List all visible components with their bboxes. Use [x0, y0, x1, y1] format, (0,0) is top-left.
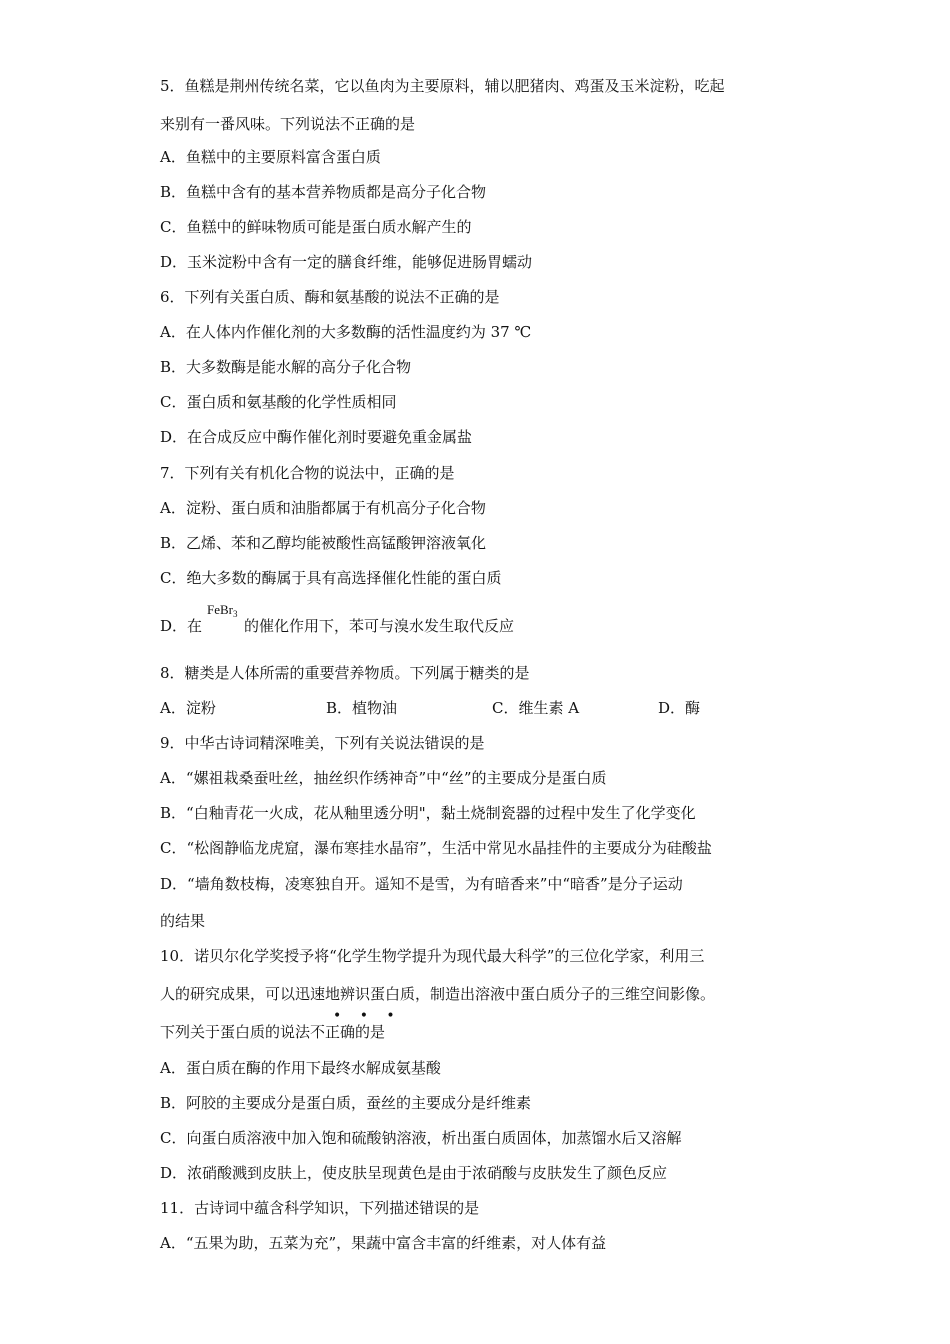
q9-option-b: B．“白釉青花一火成，花从釉里透分明"，黏土烧制瓷器的过程中发生了化学变化	[160, 804, 696, 822]
q10-stem-line3: 下列关于蛋白质的说法不正确的是	[160, 1023, 386, 1041]
q7-option-c: C．绝大多数的酶属于具有高选择催化性能的蛋白质	[160, 569, 502, 587]
q9-option-a: A．“嫘祖栽桑蚕吐丝，抽丝织作绣神奇”中“丝”的主要成分是蛋白质	[160, 769, 607, 787]
q8-option-b: B．植物油	[326, 699, 398, 717]
q10-option-a: A．蛋白质在酶的作用下最终水解成氨基酸	[160, 1059, 441, 1077]
febr3-formula: FeBr$_3$	[207, 602, 238, 619]
q9-option-d-line1: D．“墙角数枝梅，凌寒独自开。遥知不是雪，为有暗香来”中“暗香”是分子运动	[160, 875, 683, 893]
q6-option-d: D．在合成反应中酶作催化剂时要避免重金属盐	[160, 428, 473, 446]
q5-option-a: A．鱼糕中的主要原料富含蛋白质	[160, 148, 381, 166]
q9-option-c: C．“松阁静临龙虎窟，瀑布寒挂水晶帘”，生活中常见水晶挂件的主要成分为硅酸盐	[160, 839, 712, 857]
q8-options	[160, 698, 760, 718]
q10-stem-line2: 人的研究成果，可以迅速地辨识蛋白质，制造出溶液中蛋白质分子的三维空间影像。	[160, 985, 716, 1003]
q7-stem: 7．下列有关有机化合物的说法中，正确的是	[160, 464, 455, 482]
q5-stem-line1: 5．鱼糕是荆州传统名菜，它以鱼肉为主要原料，辅以肥猪肉、鸡蛋及玉米淀粉，吃起	[160, 77, 725, 95]
q5-stem-line2: 来别有一番风味。下列说法不正确的是	[160, 115, 416, 133]
q8-option-c: C．维生素 A	[492, 699, 580, 717]
q6-stem: 6．下列有关蛋白质、酶和氨基酸的说法不正确的是	[160, 288, 500, 306]
q6-option-b: B．大多数酶是能水解的高分子化合物	[160, 358, 412, 376]
q11-option-a: A．“五果为助，五菜为充”，果蔬中富含丰富的纤维素，对人体有益	[160, 1234, 607, 1252]
q10-option-c: C．向蛋白质溶液中加入饱和硫酸钠溶液，析出蛋白质固体，加蒸馏水后又溶解	[160, 1129, 682, 1147]
q8-option-a: A．淀粉	[160, 699, 216, 717]
q7-option-b: B．乙烯、苯和乙醇均能被酸性高锰酸钾溶液氧化	[160, 534, 487, 552]
q5-option-d: D．玉米淀粉中含有一定的膳食纤维，能够促进肠胃蠕动	[160, 253, 533, 271]
q6-option-a: A．在人体内作催化剂的大多数酶的活性温度约为 37 ℃	[160, 323, 532, 341]
q10-option-b: B．阿胶的主要成分是蛋白质，蚕丝的主要成分是纤维素	[160, 1094, 532, 1112]
q9-option-d-line2: 的结果	[160, 912, 206, 930]
q6-option-c: C．蛋白质和氨基酸的化学性质相同	[160, 393, 397, 411]
q8-stem: 8．糖类是人体所需的重要营养物质。下列属于糖类的是	[160, 664, 530, 682]
q7-option-d	[160, 616, 514, 636]
q11-stem: 11．古诗词中蕴含科学知识，下列描述错误的是	[160, 1199, 480, 1217]
q8-option-d: D．酶	[658, 699, 701, 717]
q9-stem: 9．中华古诗词精深唯美，下列有关说法错误的是	[160, 734, 485, 752]
q5-option-b: B．鱼糕中含有的基本营养物质都是高分子化合物	[160, 183, 487, 201]
q7-option-d-prefix: D．在	[160, 617, 203, 635]
q7-option-d-text: 的催化作用下，苯可与溴水发生取代反应	[244, 617, 515, 635]
q10-option-d: D．浓硝酸溅到皮肤上，使皮肤呈现黄色是由于浓硝酸与皮肤发生了颜色反应	[160, 1164, 668, 1182]
q10-stem-line1: 10．诺贝尔化学奖授予将“化学生物学提升为现代最大科学”的三位化学家，利用三	[160, 947, 705, 965]
q5-option-c: C．鱼糕中的鲜味物质可能是蛋白质水解产生的	[160, 218, 472, 236]
emphasis-dots: • • •	[333, 1008, 402, 1024]
q7-option-a: A．淀粉、蛋白质和油脂都属于有机高分子化合物	[160, 499, 486, 517]
